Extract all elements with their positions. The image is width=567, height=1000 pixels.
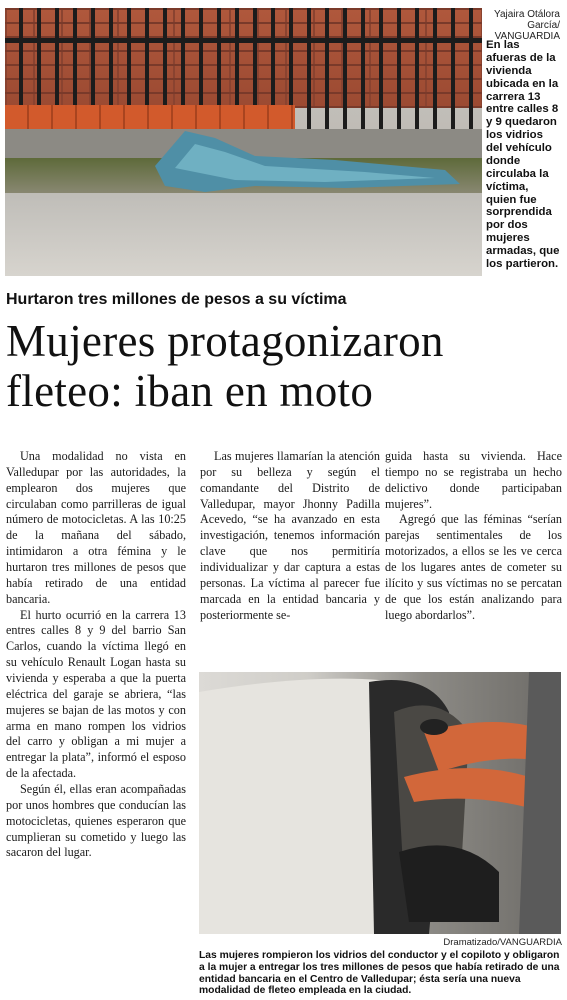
kicker: Hurtaron tres millones de pesos a su víctima [6,291,347,308]
iron-fence-rail [5,38,482,43]
body-paragraph: Según él, ellas eran acompañadas por unos hombres que conducían las motocicletas, quienes esperaron que cumplieran su cometido y luego las sacaron del lugar. [6,782,186,860]
photo-robbery-dramatization [199,672,561,934]
photo-credit-bottom: Dramatizado/VANGUARDIA [443,937,562,948]
body-paragraph: Una modalidad no vista en Valledupar por las autoridades, la emplearon dos mujeres que circulaban como parrilleras de igual número de motocicletas. A las 10:25 de la mañana del sábado, intimidaron a otra fémina y le hurtaron tres millones de pesos que había retirado de una entidad bancaria. [6,449,186,606]
photo-credit-top: Yajaira Otálora García/ VANGUARDIA [494,9,560,42]
body-paragraph: Agregó que las féminas “serían parejas sentimentales de los motorizados, a ellos se les ve cerca de los lugares antes de cometer su ilícito y sus víctimas no se percatan de que los están analizando para luego abordarlos”. [385,512,562,622]
body-paragraph: Las mujeres llamarían la atención por su belleza y según el comandante del Distrito de Valledupar, mayor Jhonny Padilla Acevedo, “se ha avanzado en esta investigación, tenemos información clave que nos permitiría individualizar y dar captura a estas personas. La víctima al parecer fue marcada en la entidad bancaria y posteriormente se- [200,449,380,622]
photo-caption-top: En las afueras de la vivienda ubicada en la carrera 13 entre calles 8 y 9 quedaron los vidrios del vehículo donde circulaba la víctima, quien fue sorprendida por dos mujeres armadas, que los partieron. [486,39,560,270]
photo-caption-bottom: Las mujeres rompieron los vidrios del conductor y el copiloto y obligaron a la mujer a entregar los tres millones de pesos que había retirado de una entidad bancaria en el Centro de Valledupar; ésta sería una nueva modalidad de fleteo empleada en la ciudad. [199,950,560,997]
headline: Mujeres protagonizaron fleteo: iban en moto [6,316,444,417]
body-column-3 [385,449,562,674]
shattered-glass [145,126,465,196]
body-paragraph: El hurto ocurrió en la carrera 13 entres calles 8 y 9 del barrio San Carlos, cuando la víctima llegó en su vehículo Renault Logan hasta su vivienda y esperaba a que la puerta eléctrica del garaje se abriera, “las mujeres se bajan de las motos y con arma en mano rompen los vidrios del carro y obligan a mi mujer a entregar la plata”, informó el esposo de la afectada. [6,607,186,781]
body-paragraph-continued: guida hasta su vivienda. Hace tiempo no se registraba un hecho delictivo donde participaban mujeres”. [385,449,562,511]
body-column-2 [200,449,380,674]
body-column-1 [6,449,186,997]
street [5,193,482,276]
photo-broken-glass [5,8,482,276]
